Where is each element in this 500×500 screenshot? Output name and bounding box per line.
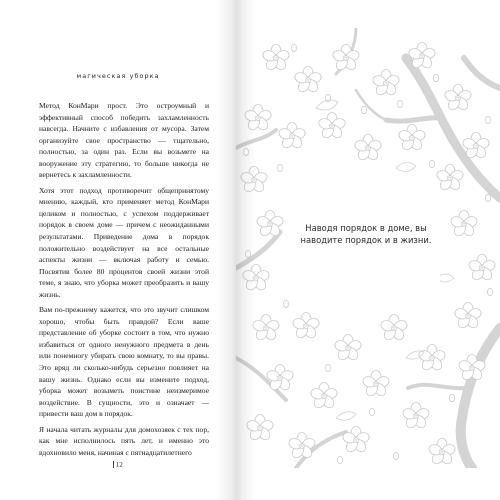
page-number: 12 bbox=[115, 461, 123, 469]
right-page bbox=[236, 0, 500, 500]
quote-box bbox=[292, 190, 440, 296]
paragraph: Метод КонМари прост. Это остроумный и эффективный способ победить захламленность навсегда. Начните с избавления от мусора. Затем организуйте свое пространство — тщательно, полностью, за один раз. Если вы возьмете на вооружение эту стратегию, то больше никогда не вернетесь к захламленности. bbox=[39, 101, 209, 180]
left-page bbox=[0, 0, 236, 500]
gutter-shadow bbox=[214, 0, 238, 500]
gutter-shadow-right bbox=[236, 0, 256, 500]
page-number-rule bbox=[113, 461, 114, 468]
page-number-footer bbox=[0, 461, 236, 469]
running-header: магическая уборка bbox=[76, 72, 160, 80]
paragraph: Хотя этот подход противоречит общепринятому мнению, каждый, кто применяет метод КонМари целиком и полностью, с успехом поддерживает порядок в своем доме — причем с неожиданными результатами. Приведение дома в порядок положительно воздействует на все остальные аспекты жизни — включая работу и семью. Посвятив более 80 процентов своей жизни этой теме, я знаю, что уборка может преобразить и вашу жизнь. bbox=[39, 185, 209, 299]
body-text bbox=[39, 100, 209, 462]
pull-quote: Наводя порядок в доме, вы наводите порядок и в жизни. bbox=[300, 223, 432, 245]
paragraph: Я начала читать журналы для домохозяек с тех пор, как мне исполнилось пять лет, и именно это вдохновило меня, начиная с пятнадцатилетнего bbox=[39, 424, 209, 457]
paragraph: Вам по-прежнему кажется, что это звучит слишком хорошо, чтобы быть правдой? Если ваше представление об уборке состоит в том, что нужно избавиться от одного ненужного предмета в день или понемногу убирать свою комнату, то вы правы. Это вряд ли сколько-нибудь серьезно повлияет на вашу жизнь. Однако если вы измените подход, уборка может возыметь поистине неизмеримое воздействие. В сущности, это и означает — привести ваш дом в порядок. bbox=[39, 305, 209, 419]
